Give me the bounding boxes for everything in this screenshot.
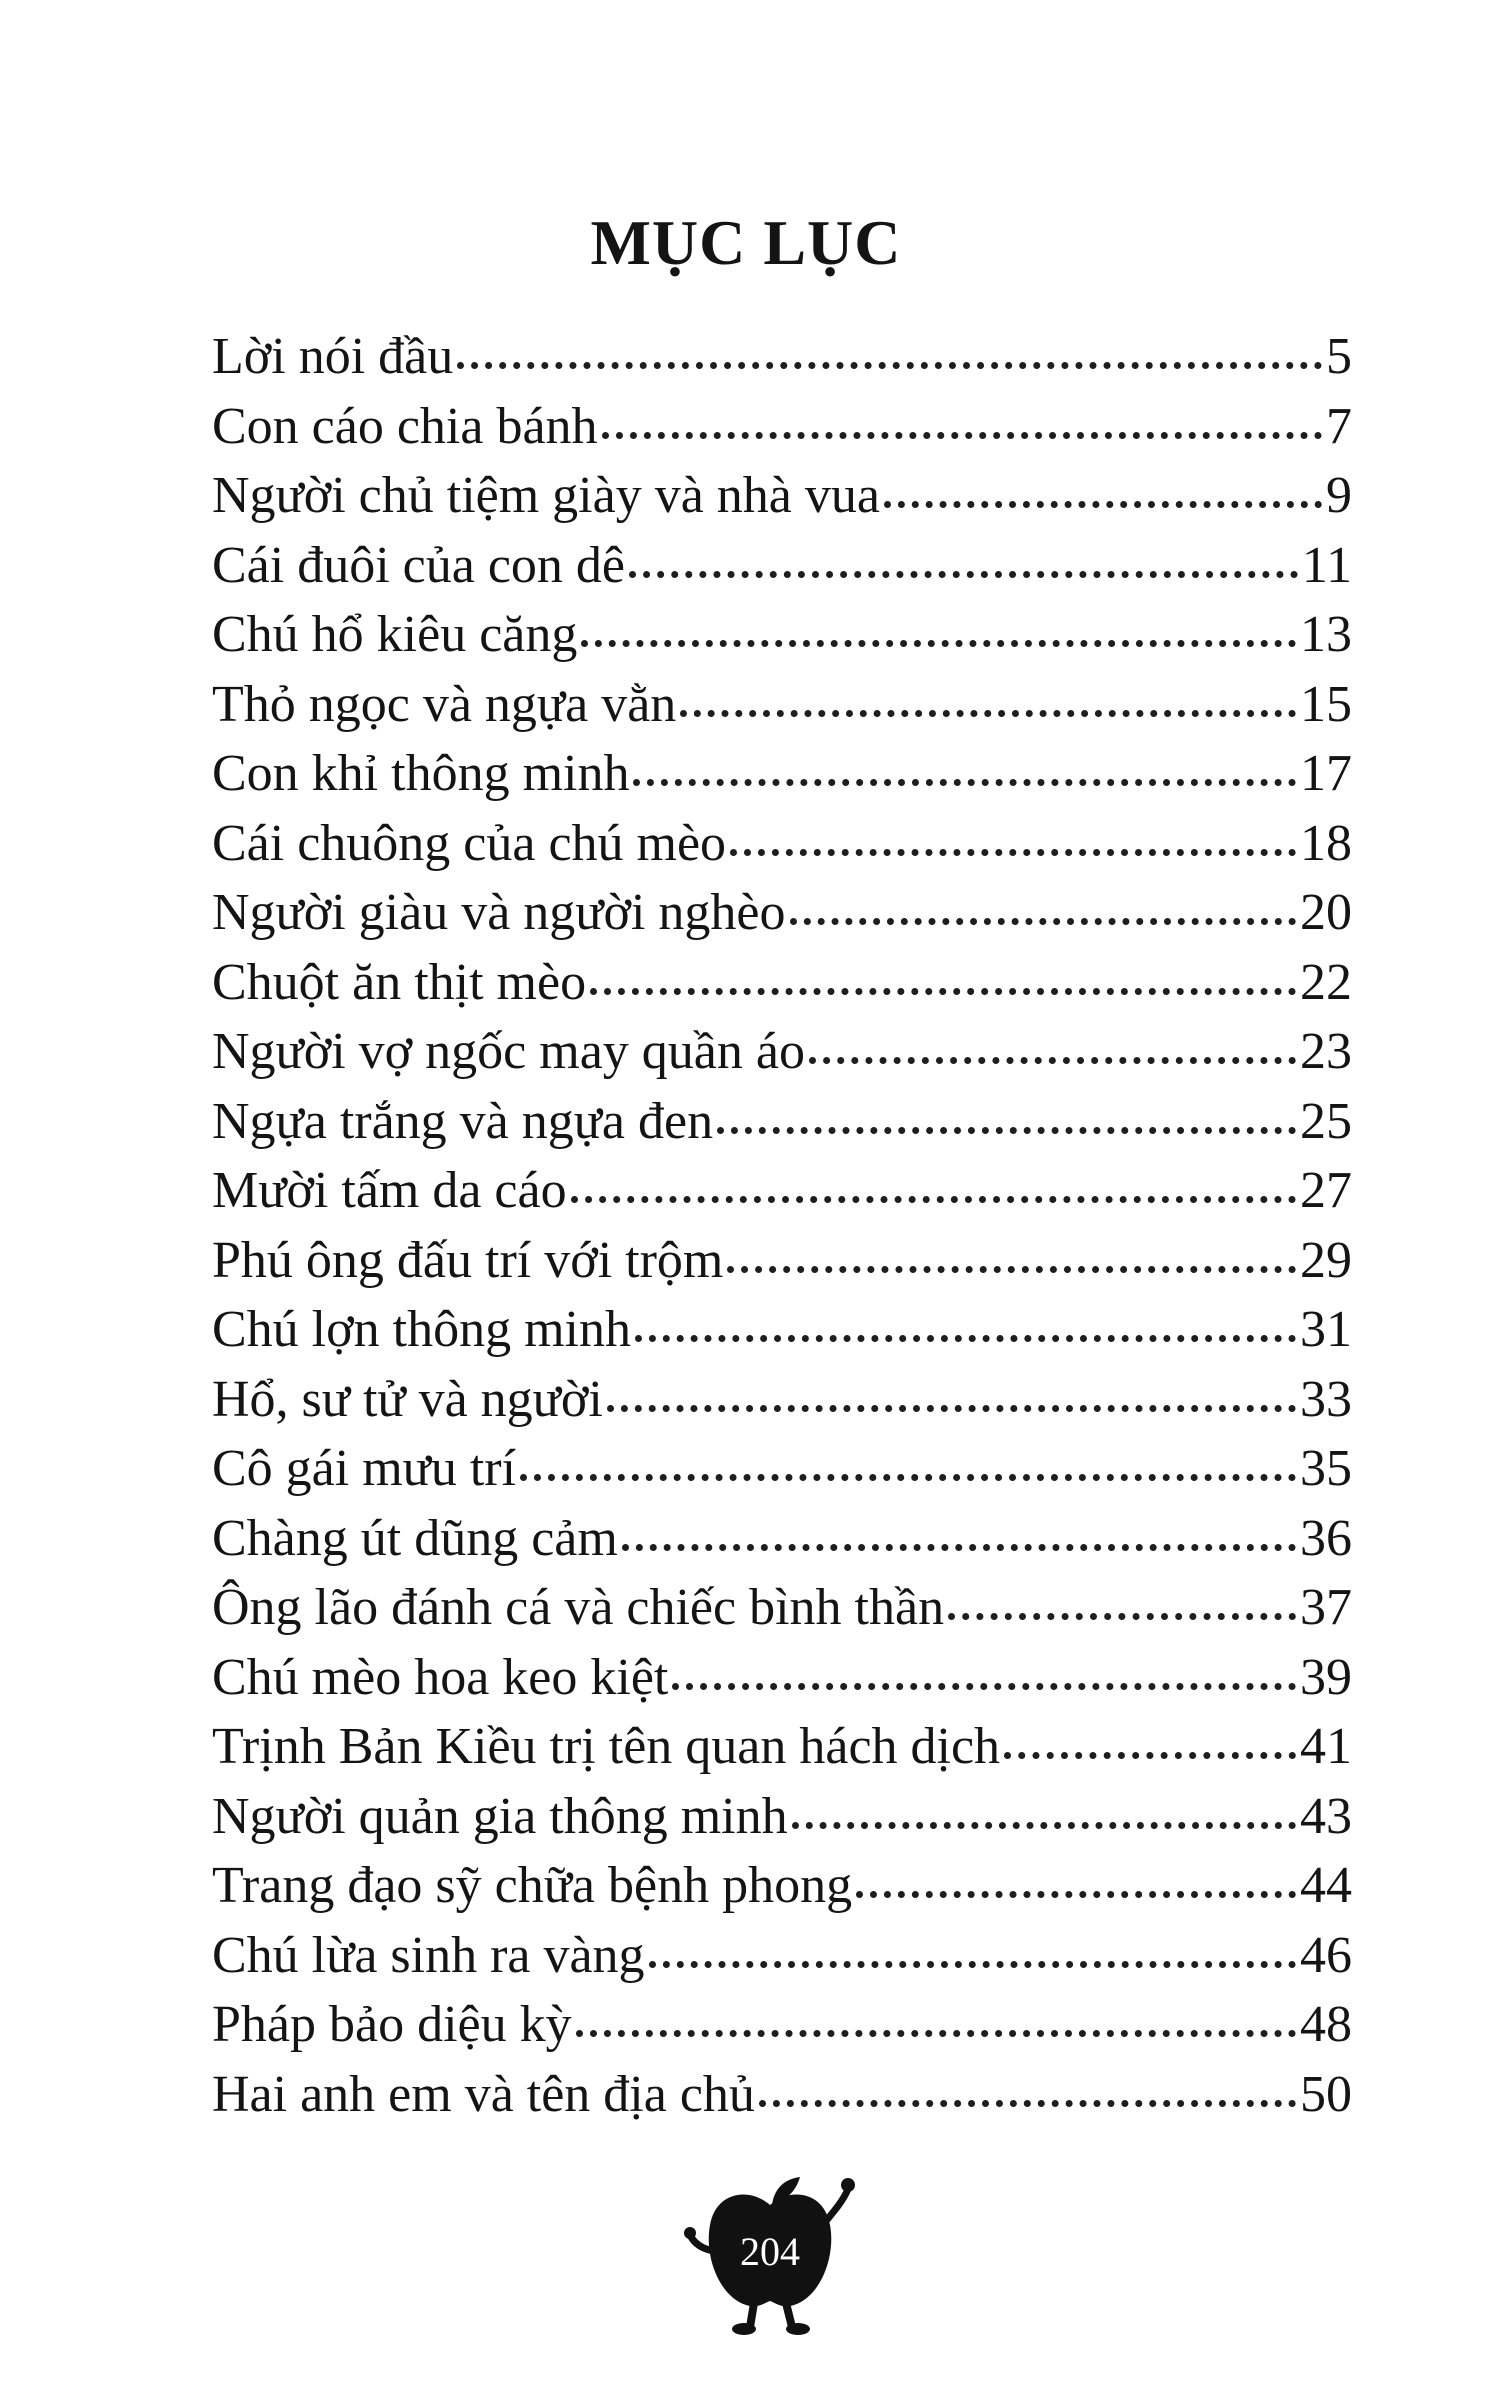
toc-entry-title: Ngựa trắng và ngựa đen bbox=[212, 1092, 714, 1150]
dot-leader bbox=[576, 2030, 1296, 2037]
toc-entry-title: Hai anh em và tên địa chủ bbox=[212, 2065, 755, 2123]
toc-entry-page: 9 bbox=[1326, 467, 1352, 524]
mascot-right-hand bbox=[841, 2178, 855, 2192]
toc-entry-title: Trịnh Bản Kiều trị tên quan hách dịch bbox=[212, 1718, 1001, 1775]
table-of-contents bbox=[212, 322, 1352, 2129]
toc-entry bbox=[212, 461, 1352, 531]
toc-entry-title: Mười tấm da cáo bbox=[212, 1162, 567, 1219]
toc-entry bbox=[212, 1017, 1352, 1087]
toc-entry bbox=[212, 1226, 1352, 1296]
toc-entry-title: Chú lợn thông minh bbox=[212, 1301, 631, 1358]
toc-entry bbox=[212, 1504, 1352, 1574]
toc-entry bbox=[212, 1990, 1352, 2060]
dot-leader bbox=[884, 501, 1322, 508]
toc-entry-title: Người vợ ngốc may quần áo bbox=[212, 1023, 805, 1080]
dot-leader bbox=[607, 1405, 1296, 1412]
page-title: MỤC LỤC bbox=[590, 206, 902, 278]
dot-leader bbox=[633, 779, 1296, 786]
toc-entry-page: 39 bbox=[1300, 1648, 1352, 1706]
toc-entry-page: 43 bbox=[1300, 1787, 1352, 1845]
toc-entry-title: Hổ, sư tử và người bbox=[212, 1370, 603, 1428]
toc-entry-page: 27 bbox=[1300, 1162, 1352, 1219]
dot-leader bbox=[856, 1891, 1296, 1898]
toc-entry-page: 5 bbox=[1326, 328, 1352, 385]
toc-entry bbox=[212, 1156, 1352, 1226]
toc-entry-page: 41 bbox=[1300, 1718, 1352, 1775]
toc-entry bbox=[212, 1087, 1352, 1157]
toc-entry bbox=[212, 1851, 1352, 1921]
toc-entry-page: 7 bbox=[1326, 397, 1352, 455]
toc-entry-title: Phú ông đấu trí với trộm bbox=[212, 1231, 724, 1289]
toc-entry-title: Người chủ tiệm giày và nhà vua bbox=[212, 467, 880, 524]
toc-entry-page: 33 bbox=[1300, 1370, 1352, 1428]
toc-entry bbox=[212, 1365, 1352, 1435]
toc-entry-page: 23 bbox=[1300, 1023, 1352, 1080]
toc-entry bbox=[212, 1782, 1352, 1852]
mascot-right-arm bbox=[826, 2189, 848, 2221]
toc-entry-page: 25 bbox=[1300, 1092, 1352, 1150]
dot-leader bbox=[571, 1196, 1296, 1203]
toc-entry bbox=[212, 878, 1352, 948]
toc-entry bbox=[212, 670, 1352, 740]
toc-entry bbox=[212, 600, 1352, 670]
toc-entry-page: 17 bbox=[1300, 745, 1352, 802]
mascot-left-leg bbox=[750, 2303, 754, 2327]
toc-entry-page: 13 bbox=[1300, 606, 1352, 663]
dot-leader bbox=[1004, 1752, 1296, 1759]
toc-entry-title: Con cáo chia bánh bbox=[212, 397, 598, 455]
toc-entry-page: 20 bbox=[1300, 884, 1352, 941]
toc-entry-page: 18 bbox=[1300, 814, 1352, 872]
toc-entry bbox=[212, 392, 1352, 462]
toc-entry-title: Chuột ăn thịt mèo bbox=[212, 953, 587, 1011]
toc-entry-title: Lời nói đầu bbox=[212, 328, 454, 385]
toc-entry bbox=[212, 531, 1352, 601]
dot-leader bbox=[948, 1613, 1296, 1620]
toc-entry-title: Thỏ ngọc và ngựa vằn bbox=[212, 675, 677, 733]
toc-entry-page: 50 bbox=[1300, 2065, 1352, 2123]
toc-entry-title: Người giàu và người nghèo bbox=[212, 884, 786, 941]
mascot-left-foot bbox=[732, 2323, 756, 2335]
mascot-right-foot bbox=[786, 2323, 810, 2335]
toc-entry bbox=[212, 1643, 1352, 1713]
page-number: 204 bbox=[740, 2229, 800, 2274]
toc-entry-title: Chú lừa sinh ra vàng bbox=[212, 1926, 645, 1984]
toc-entry bbox=[212, 1573, 1352, 1643]
toc-entry bbox=[212, 1434, 1352, 1504]
toc-entry-page: 35 bbox=[1300, 1440, 1352, 1497]
dot-leader bbox=[672, 1683, 1296, 1690]
toc-entry-page: 48 bbox=[1300, 1996, 1352, 2053]
toc-entry-page: 22 bbox=[1300, 953, 1352, 1011]
dot-leader bbox=[602, 432, 1322, 439]
toc-entry-page: 46 bbox=[1300, 1926, 1352, 1984]
dot-leader bbox=[457, 362, 1322, 369]
toc-entry-page: 44 bbox=[1300, 1857, 1352, 1914]
dot-leader bbox=[730, 849, 1296, 856]
toc-entry bbox=[212, 322, 1352, 392]
dot-leader bbox=[629, 571, 1298, 578]
toc-entry-page: 37 bbox=[1300, 1579, 1352, 1636]
toc-entry bbox=[212, 1921, 1352, 1991]
toc-entry bbox=[212, 1712, 1352, 1782]
toc-entry-page: 36 bbox=[1300, 1509, 1352, 1567]
dot-leader bbox=[727, 1266, 1296, 1273]
dot-leader bbox=[590, 988, 1296, 995]
toc-entry bbox=[212, 739, 1352, 809]
mascot-right-leg bbox=[786, 2303, 792, 2327]
dot-leader bbox=[717, 1127, 1296, 1134]
dot-leader bbox=[759, 2100, 1296, 2107]
mascot-left-hand bbox=[684, 2227, 696, 2239]
toc-entry-title: Con khỉ thông minh bbox=[212, 745, 630, 802]
toc-entry-title: Trang đạo sỹ chữa bệnh phong bbox=[212, 1857, 853, 1914]
toc-entry-title: Cái chuông của chú mèo bbox=[212, 814, 727, 872]
toc-entry bbox=[212, 1295, 1352, 1365]
dot-leader bbox=[680, 710, 1296, 717]
toc-entry-title: Chàng út dũng cảm bbox=[212, 1509, 618, 1567]
toc-entry-page: 11 bbox=[1301, 536, 1352, 594]
dot-leader bbox=[581, 640, 1296, 647]
toc-entry-page: 15 bbox=[1300, 675, 1352, 733]
dot-leader bbox=[520, 1474, 1296, 1481]
toc-entry-title: Chú mèo hoa keo kiệt bbox=[212, 1648, 669, 1706]
toc-entry bbox=[212, 948, 1352, 1018]
dot-leader bbox=[635, 1335, 1296, 1342]
dot-leader bbox=[622, 1544, 1296, 1551]
dot-leader bbox=[649, 1961, 1296, 1968]
toc-entry bbox=[212, 2060, 1352, 2130]
toc-entry-title: Cô gái mưu trí bbox=[212, 1440, 517, 1497]
toc-entry-title: Pháp bảo diệu kỳ bbox=[212, 1996, 572, 2053]
toc-entry-title: Cái đuôi của con dê bbox=[212, 536, 625, 594]
toc-entry bbox=[212, 809, 1352, 879]
toc-entry-title: Chú hổ kiêu căng bbox=[212, 606, 578, 663]
dot-leader bbox=[792, 1822, 1296, 1829]
toc-entry-title: Người quản gia thông minh bbox=[212, 1787, 788, 1845]
toc-entry-title: Ông lão đánh cá và chiếc bình thần bbox=[212, 1579, 945, 1636]
dot-leader bbox=[790, 918, 1297, 925]
toc-entry-page: 29 bbox=[1300, 1231, 1352, 1289]
toc-entry-page: 31 bbox=[1300, 1301, 1352, 1358]
dot-leader bbox=[809, 1057, 1296, 1064]
